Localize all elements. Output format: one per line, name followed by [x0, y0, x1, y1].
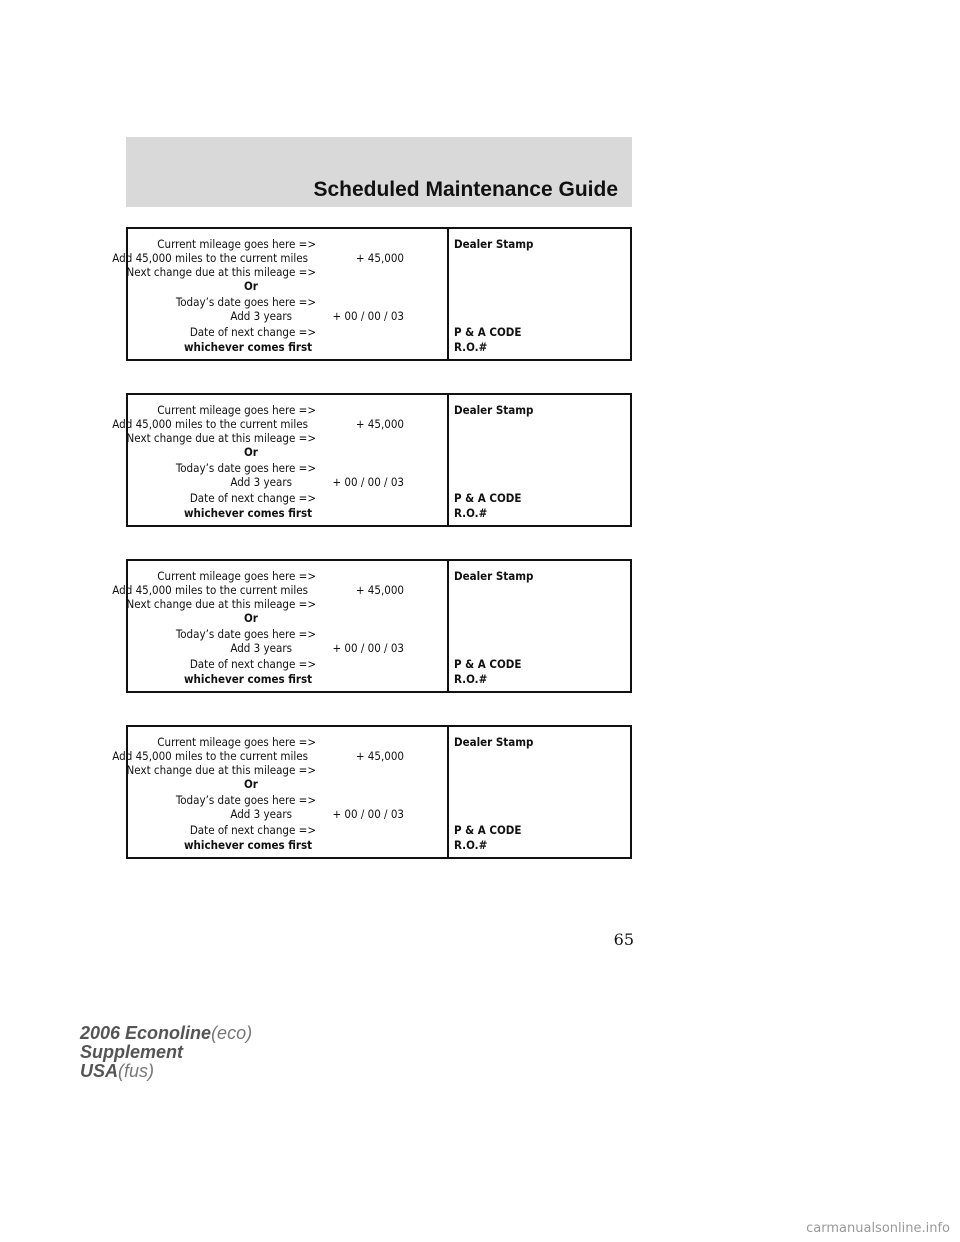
maintenance-record-4	[112, 725, 632, 859]
whichever-label: whichever comes first	[184, 506, 313, 520]
header-band	[126, 137, 632, 207]
whichever-label: whichever comes first	[184, 340, 313, 354]
add-years-label: Add 3 years	[230, 309, 292, 323]
or-label: Or	[244, 611, 258, 625]
dealer-stamp-label: Dealer Stamp	[454, 403, 534, 417]
next-change-mileage-label: Next change due at this mileage =>	[126, 763, 316, 777]
maintenance-record-3	[112, 559, 632, 693]
column-divider	[447, 727, 449, 857]
pa-code-label: P & A CODE	[454, 491, 522, 505]
ro-label: R.O.#	[454, 506, 488, 520]
ro-label: R.O.#	[454, 340, 488, 354]
pa-code-label: P & A CODE	[454, 325, 522, 339]
ro-label: R.O.#	[454, 672, 488, 686]
footer-country-code: (fus)	[118, 1061, 155, 1081]
add-years-value: + 00 / 00 / 03	[332, 807, 404, 821]
footer-line-country	[80, 1062, 252, 1081]
dealer-stamp-label: Dealer Stamp	[454, 237, 534, 251]
next-change-date-label: Date of next change =>	[189, 823, 316, 837]
add-years-value: + 00 / 00 / 03	[332, 641, 404, 655]
add-miles-label: Add 45,000 miles to the current miles	[112, 251, 308, 265]
todays-date-label: Today’s date goes here =>	[175, 295, 316, 309]
add-years-label: Add 3 years	[230, 807, 292, 821]
next-change-mileage-label: Next change due at this mileage =>	[126, 265, 316, 279]
footer-model-code: (eco)	[211, 1023, 253, 1043]
page-number: 65	[613, 930, 634, 949]
column-divider	[447, 229, 449, 359]
watermark-text[interactable]: carmanualsonline.info	[806, 1221, 950, 1236]
add-miles-label: Add 45,000 miles to the current miles	[112, 417, 308, 431]
add-miles-value: + 45,000	[355, 417, 404, 431]
todays-date-label: Today’s date goes here =>	[175, 461, 316, 475]
todays-date-label: Today’s date goes here =>	[175, 627, 316, 641]
current-mileage-label: Current mileage goes here =>	[157, 569, 316, 583]
ro-label: R.O.#	[454, 838, 488, 852]
pa-code-label: P & A CODE	[454, 823, 522, 837]
document-footer	[80, 1024, 252, 1081]
add-years-label: Add 3 years	[230, 475, 292, 489]
column-divider	[447, 395, 449, 525]
or-label: Or	[244, 777, 258, 791]
dealer-stamp-label: Dealer Stamp	[454, 735, 534, 749]
next-change-mileage-label: Next change due at this mileage =>	[126, 431, 316, 445]
todays-date-label: Today’s date goes here =>	[175, 793, 316, 807]
next-change-date-label: Date of next change =>	[189, 657, 316, 671]
add-miles-value: + 45,000	[355, 251, 404, 265]
footer-line-model	[80, 1024, 252, 1043]
add-miles-value: + 45,000	[355, 749, 404, 763]
footer-country: USA	[80, 1061, 119, 1081]
whichever-label: whichever comes first	[184, 672, 313, 686]
dealer-stamp-label: Dealer Stamp	[454, 569, 534, 583]
footer-model: 2006 Econoline	[80, 1023, 212, 1043]
footer-line-supplement	[80, 1043, 252, 1062]
next-change-date-label: Date of next change =>	[189, 325, 316, 339]
footer-supplement: Supplement	[80, 1042, 184, 1062]
pa-code-label: P & A CODE	[454, 657, 522, 671]
current-mileage-label: Current mileage goes here =>	[157, 403, 316, 417]
add-miles-value: + 45,000	[355, 583, 404, 597]
current-mileage-label: Current mileage goes here =>	[157, 735, 316, 749]
add-miles-label: Add 45,000 miles to the current miles	[112, 583, 308, 597]
maintenance-record-1	[112, 227, 632, 361]
whichever-label: whichever comes first	[184, 838, 313, 852]
add-years-label: Add 3 years	[230, 641, 292, 655]
add-miles-label: Add 45,000 miles to the current miles	[112, 749, 308, 763]
maintenance-record-2	[112, 393, 632, 527]
or-label: Or	[244, 445, 258, 459]
or-label: Or	[244, 279, 258, 293]
current-mileage-label: Current mileage goes here =>	[157, 237, 316, 251]
next-change-mileage-label: Next change due at this mileage =>	[126, 597, 316, 611]
next-change-date-label: Date of next change =>	[189, 491, 316, 505]
add-years-value: + 00 / 00 / 03	[332, 309, 404, 323]
page-title: Scheduled Maintenance Guide	[313, 178, 618, 201]
column-divider	[447, 561, 449, 691]
add-years-value: + 00 / 00 / 03	[332, 475, 404, 489]
